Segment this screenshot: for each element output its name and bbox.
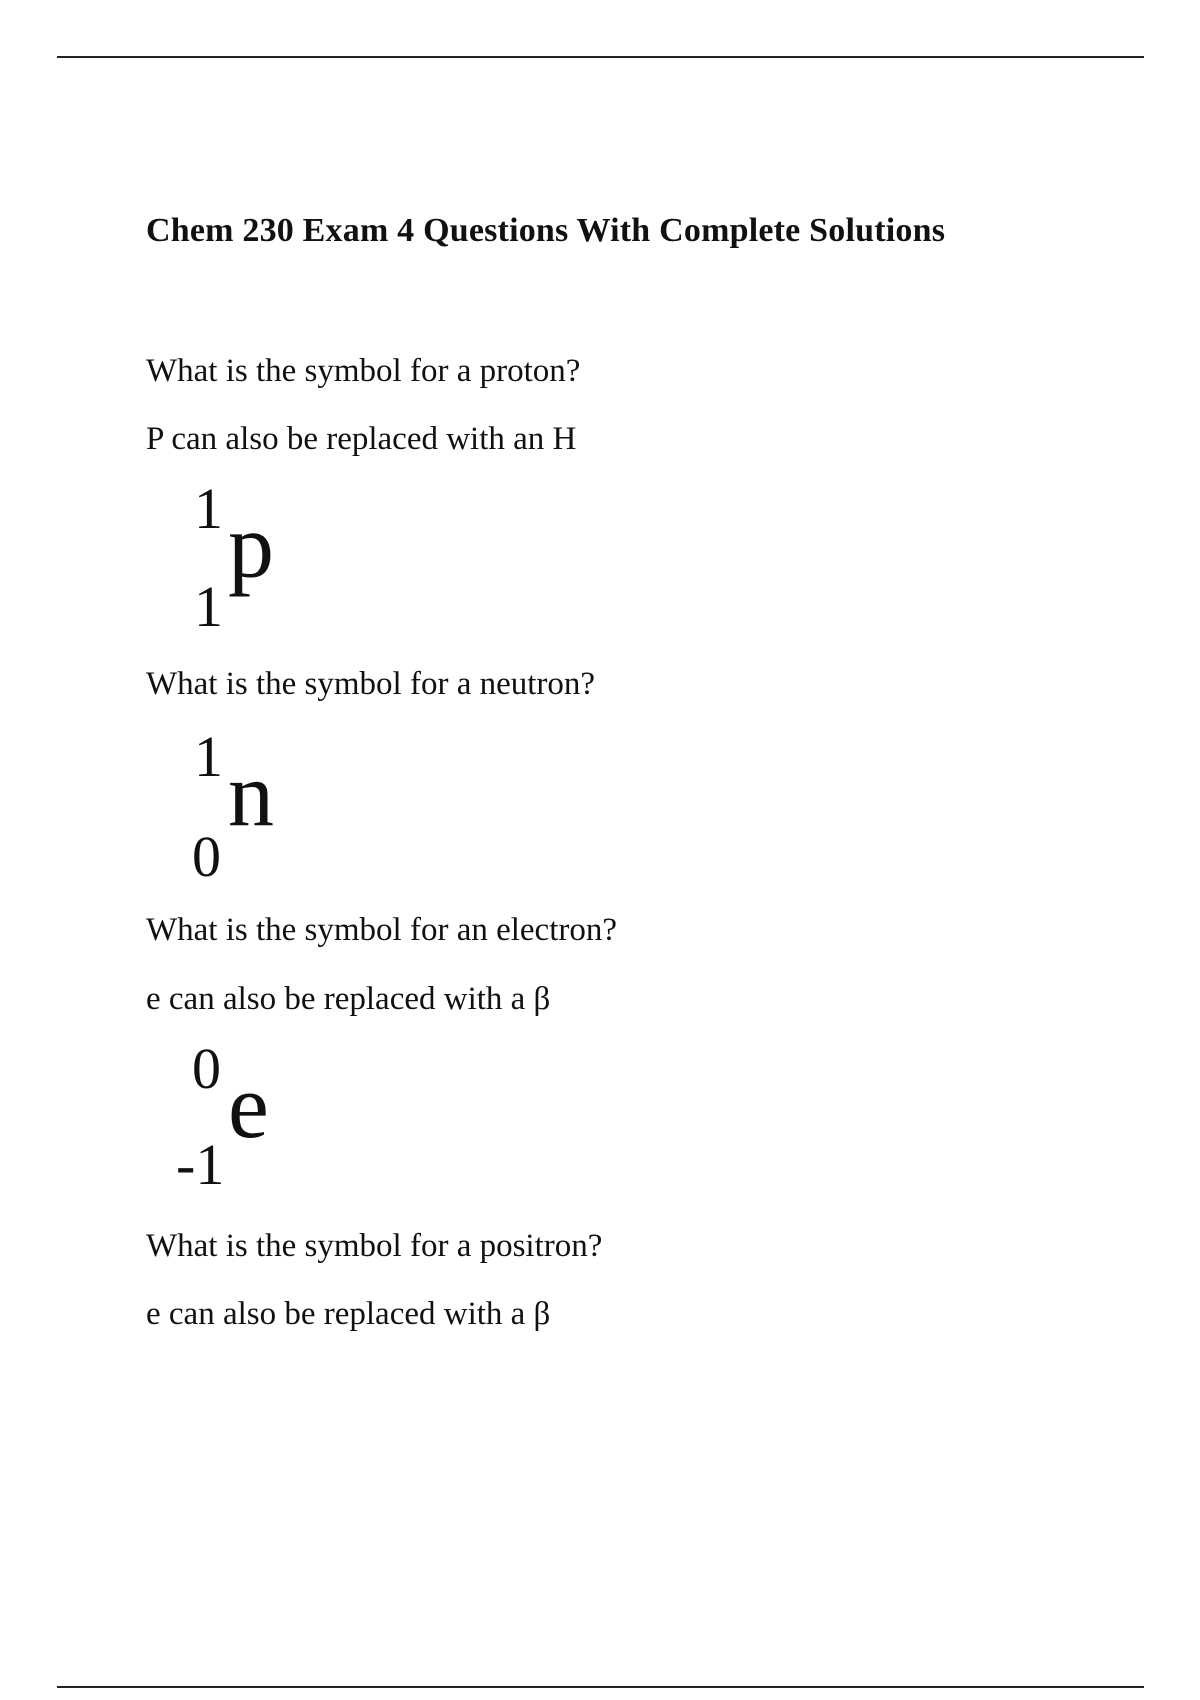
neutron-charge-number: 0: [192, 824, 221, 889]
note-proton: P can also be replaced with an H: [146, 421, 577, 457]
header-rule: [57, 56, 1144, 58]
proton-charge-number: 1: [194, 574, 223, 639]
proton-mass-number: 1: [194, 476, 223, 541]
footer-rule: [57, 1686, 1144, 1688]
neutron-letter: n: [228, 743, 274, 845]
electron-mass-number: 0: [192, 1036, 221, 1101]
electron-symbol: [170, 1036, 320, 1205]
note-electron: e can also be replaced with a β: [146, 981, 551, 1017]
electron-charge-number: -1: [176, 1132, 225, 1197]
document-title: Chem 230 Exam 4 Questions With Complete Solutions: [146, 212, 946, 249]
question-positron: What is the symbol for a positron?: [146, 1228, 603, 1264]
proton-letter: p: [228, 495, 274, 597]
electron-letter: e: [228, 1055, 269, 1157]
question-electron: What is the symbol for an electron?: [146, 912, 618, 948]
proton-symbol: [170, 476, 320, 640]
note-positron: e can also be replaced with a β: [146, 1296, 551, 1332]
neutron-mass-number: 1: [194, 724, 223, 789]
neutron-symbol: [170, 724, 320, 889]
question-neutron: What is the symbol for a neutron?: [146, 666, 596, 702]
question-proton: What is the symbol for a proton?: [146, 353, 581, 389]
